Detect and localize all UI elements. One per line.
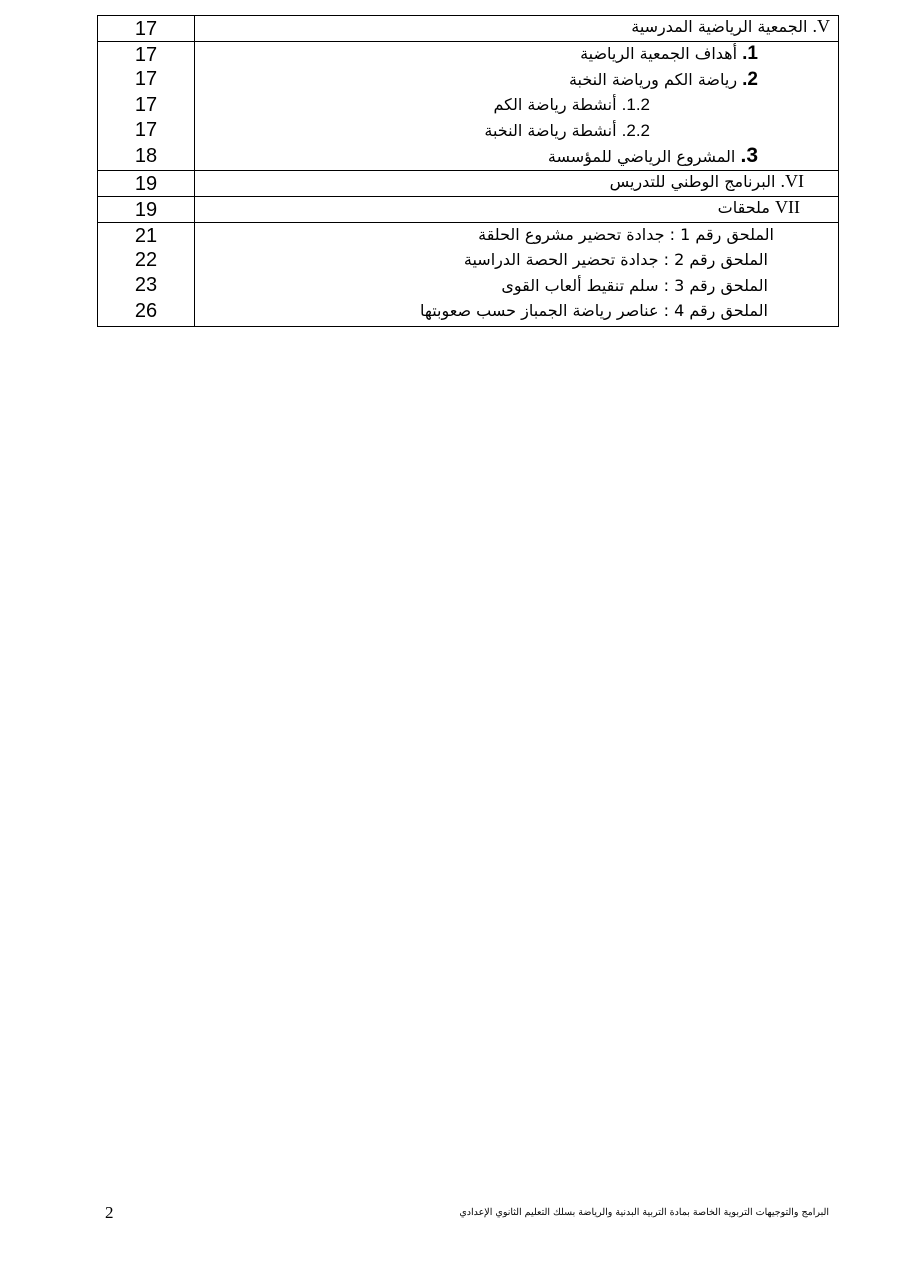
item-text: رياضة الكم ورياضة النخبة <box>568 69 738 89</box>
toc-page-number: 21 <box>134 224 158 247</box>
toc-page-number: 17 <box>134 119 158 141</box>
item-number: 1.2 <box>626 95 650 114</box>
toc-text-cell <box>195 170 839 196</box>
annex-label: الملحق رقم 4 <box>674 301 768 320</box>
toc-subitem: 2.2. أنشطة رياضة النخبة <box>484 120 650 140</box>
toc-text-cell <box>195 222 839 327</box>
toc-subitem: 1.2. أنشطة رياضة الكم <box>493 95 650 114</box>
annex-label: الملحق رقم 3 <box>674 275 768 295</box>
annex-item: الملحق رقم 2 : جدادة تحضير الحصة الدراسية <box>463 250 768 269</box>
toc-row-section-vii <box>98 196 839 222</box>
footer-page-number: 2 <box>105 1203 114 1222</box>
toc-page-number: 17 <box>134 93 158 116</box>
toc-heading-vii <box>195 197 838 222</box>
toc-page-cell <box>98 222 195 327</box>
annex-item: الملحق رقم 3 : سلم تنقيط ألعاب القوى <box>501 275 768 295</box>
item-text: أنشطة رياضة الكم <box>493 95 617 114</box>
annex-text: جدادة تحضير مشروع الحلقة <box>478 224 665 244</box>
toc-page-number: 17 <box>134 44 158 66</box>
annex-text: عناصر رياضة الجمباز حسب صعوبتها <box>419 301 659 320</box>
toc-page-number: 19 <box>134 172 158 195</box>
toc-page-number: 23 <box>134 274 158 296</box>
toc-item <box>195 68 838 94</box>
annex-label: الملحق رقم 1 <box>680 224 774 244</box>
toc-row-section-v <box>98 16 839 42</box>
footer-running-title: البرامج والتوجيهات التربوية الخاصة بمادة التربية البدنية والرياضة بسلك التعليم الثانوي الإعدادي <box>459 1207 829 1218</box>
item-text: أهداف الجمعية الرياضية <box>580 44 738 63</box>
toc-heading-v: V. الجمعية الرياضية المدرسية <box>631 16 830 36</box>
item-number: 2.2 <box>626 120 650 140</box>
toc-page-cell <box>98 42 195 171</box>
annex-text: جدادة تحضير الحصة الدراسية <box>463 250 659 269</box>
section-numeral: V <box>817 16 830 36</box>
section-title: البرنامج الوطني للتدريس <box>609 171 776 191</box>
section-title: الجمعية الرياضية المدرسية <box>631 17 808 36</box>
toc-row-section-vi <box>98 170 839 196</box>
toc-heading-vi: VI. البرنامج الوطني للتدريس <box>609 170 804 191</box>
section-numeral: VI <box>785 170 804 191</box>
toc-row-annexes <box>98 222 839 327</box>
annex-text: سلم تنقيط ألعاب القوى <box>501 275 659 295</box>
annex-label: الملحق رقم 2 <box>674 250 768 269</box>
item-text: أنشطة رياضة النخبة <box>484 120 617 140</box>
toc-page-number: 19 <box>134 198 158 221</box>
toc-page-number: 22 <box>134 248 158 271</box>
toc-page-cell <box>98 16 195 42</box>
toc-text-cell <box>195 196 839 222</box>
item-number: 3. <box>740 144 758 167</box>
toc-text-cell <box>195 16 839 42</box>
toc-page-number: 17 <box>134 68 158 90</box>
toc-row-block-v <box>98 42 839 171</box>
annex-item: الملحق رقم 1 : جدادة تحضير مشروع الحلقة <box>478 224 774 244</box>
section-title: ملحقات <box>717 197 770 217</box>
toc-item <box>195 42 838 68</box>
annex-item: الملحق رقم 4 : عناصر رياضة الجمباز حسب صعوبتها <box>419 301 768 320</box>
item-text: المشروع الرياضي للمؤسسة <box>547 147 736 166</box>
toc-page-number: 26 <box>134 299 158 322</box>
toc-page-cell <box>98 170 195 196</box>
toc-page-number: 17 <box>134 18 158 40</box>
item-number: 1. <box>742 43 758 64</box>
toc-page-cell <box>98 196 195 222</box>
toc-item <box>195 144 838 170</box>
toc-page-number: 18 <box>134 144 158 167</box>
toc-text-cell <box>195 42 839 171</box>
table-of-contents <box>97 15 839 327</box>
section-numeral: VII <box>775 196 800 217</box>
item-number: 2. <box>742 68 758 90</box>
